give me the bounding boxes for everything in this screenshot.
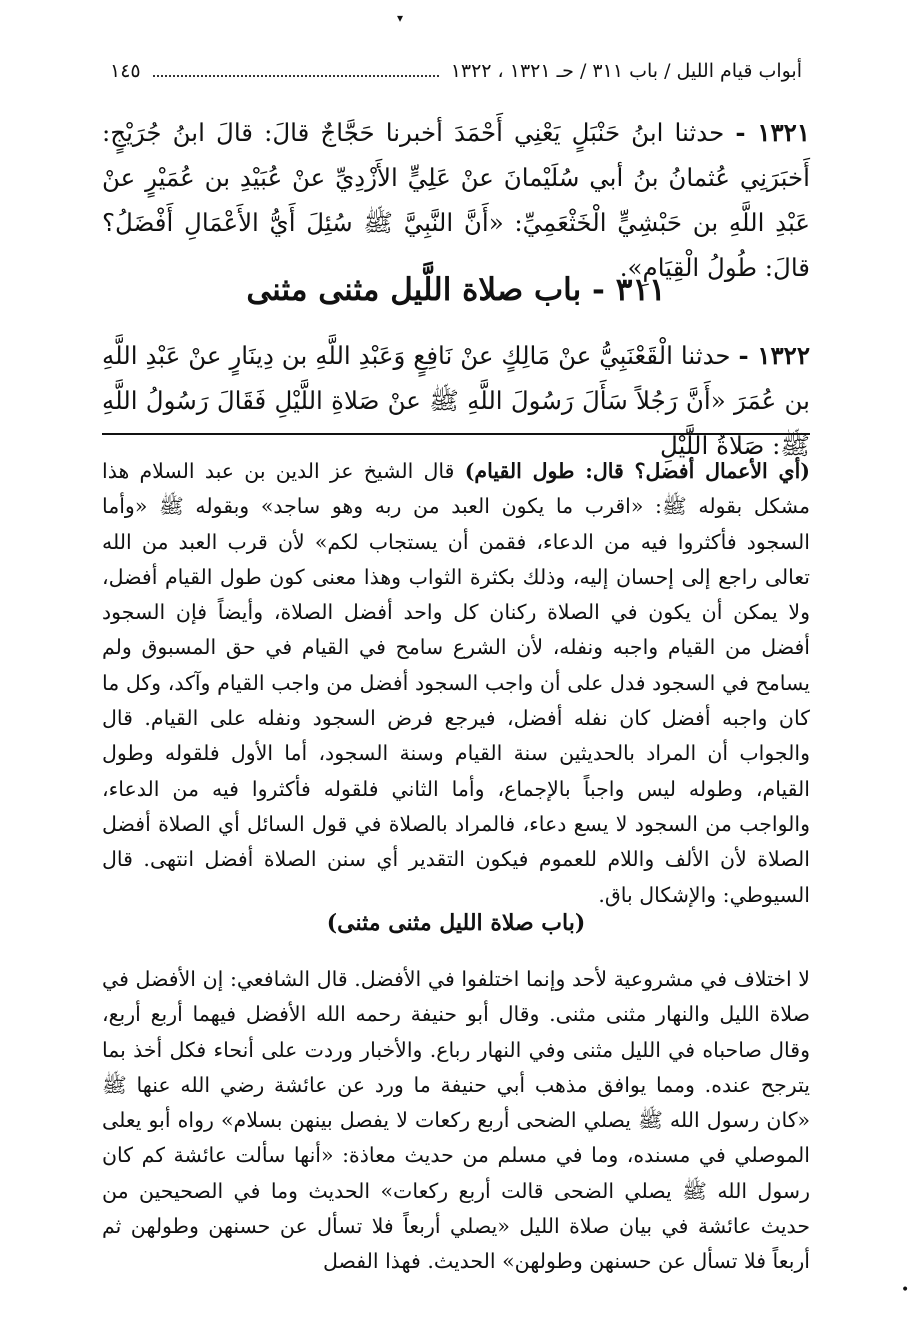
margin-ink-dot: • — [901, 1282, 910, 1298]
hadith-1321-number: ١٣٢١ - — [735, 118, 810, 147]
header-title: أبواب قيام الليل / باب ٣١١ / حـ ١٣٢١ ، ١٣٢٢ — [450, 60, 802, 82]
running-header — [110, 56, 802, 86]
commentary-2-text: لا اختلاف في مشروعية لأحد وإنما اختلفوا في الأفضل. قال الشافعي: إن الأفضل في صلاة الليل والنهار مثنى مثنى. وقال أبو حنيفة رحمه الله الأفضل فيهما أربع أربع، وقال صاحباه في الليل مثنى وفي النهار رباع. والأخبار وردت على أنحاء فكل أخذ بما يترجح عنده. ومما يوافق مذهب أبي حنيفة ما ورد عن عائشة رضي الله عنها ﷺ «كان رسول الله ﷺ يصلي الضحى أربع ركعات لا يفصل بينهن بسلام» رواه أبو يعلى الموصلي في مسنده، وما في مسلم من حديث معاذة: «أنها سألت عائشة كم كان رسول الله ﷺ يصلي الضحى قالت أربع ركعات» الحديث وما في الصحيحين من حديث عائشة في بيان صلاة الليل «يصلي أربعاً فلا تسأل عن حسنهن وطولهن ثم أربعاً فلا تسأل عن حسنهن وطولهن» الحديث. فهذا الفصل — [102, 967, 810, 1274]
footnote-separator-line — [102, 433, 810, 435]
hadith-1321-text: حدثنا ابنُ حَنْبَلٍ يَعْنِي أَحْمَدَ أخبرنا حَجَّاجٌ قالَ: قالَ ابنُ جُرَيْجٍ: أَخبَرَنِي عُثمانُ بنُ أبي سُلَيْمانَ عنْ عَلِيٍّ الأَزْدِيِّ عنْ عُبَيْدِ بن عُمَيْرٍ عنْ عَبْدِ اللَّهِ بن حَبْشِيٍّ الْخَثْعَمِيِّ: «أَنَّ النَّبِيَّ ﷺ سُئِلَ أَيُّ الأَعْمَالِ أَفْضَلُ؟ قالَ: طُولُ الْقِيَامِ». — [102, 118, 810, 282]
commentary-1-text: قال الشيخ عز الدين بن عبد السلام هذا مشكل بقوله ﷺ: «اقرب ما يكون العبد من ربه وهو ساجد» وبقوله ﷺ «وأما السجود فأكثروا فيه من الدعاء، فقمن أن يستجاب لكم» لأن قرب العبد من الله تعالى راجع إلى إحسان إليه، وذلك بكثرة الثواب وهذا معنى كون طول القيام أفضل، ولا يمكن أن يكون في الصلاة ركنان كل واحد أفضل الصلاة، وأيضاً فإن السجود أفضل من القيام واجبه ونفله، لأن الشرع سامح في القيام في حق المسبوق ولم يسامح في السجود فدل على أن واجب السجود أفضل من واجب القيام وآكد، وكل ما كان واجبه أفضل كان نفله أفضل، فيرجع فرض السجود ونفله على القيام. قال والجواب أن المراد بالحديثين سنة القيام وسنة السجود، أما الأول فلقوله وطول القيام، وطوله ليس واجباً بالإجماع، وأما الثاني فلقوله فأكثروا فيه من الدعاء، والواجب من السجود لا يسع دعاء، فالمراد بالصلاة في قول السائل أي الصلاة أفضل الصلاة لأن الألف واللام للعموم فيكون التقدير أي سنن الصلاة أفضل انتهى. قال السيوطي: والإشكال باق. — [102, 459, 810, 907]
hadith-1322 — [102, 333, 810, 468]
commentary-2 — [102, 962, 810, 1280]
commentary-1 — [102, 454, 810, 913]
hadith-1322-text: حدثنا الْقَعْنَبِيُّ عنْ مَالِكٍ عنْ نَافِعٍ وَعَبْدِ اللَّهِ بن دِينَارٍ عنْ عَبْدِ اللَّهِ بن عُمَرَ «أَنَّ رَجُلاً سَأَلَ رَسُولَ اللَّهِ ﷺ عنْ صَلاةِ اللَّيْلِ فَقَالَ رَسُولُ اللَّهِ ﷺ: صَلاةُ اللَّيْلِ — [102, 341, 810, 460]
commentary-1-lead: (أي الأعمال أفضل؟ قال: طول القيام) — [464, 459, 810, 483]
commentary-sub-heading: (باب صلاة الليل مثنى مثنى) — [326, 910, 586, 936]
header-dot-leader — [153, 65, 439, 77]
hadith-1322-number: ١٣٢٢ - — [738, 341, 810, 370]
page-number: ١٤٥ — [110, 60, 141, 82]
hadith-1321 — [102, 110, 810, 290]
chapter-311-heading: ٣١١ - باب صلاة اللَّيل مثنى مثنى — [246, 272, 666, 308]
top-ink-mark: ▾ — [397, 11, 404, 25]
